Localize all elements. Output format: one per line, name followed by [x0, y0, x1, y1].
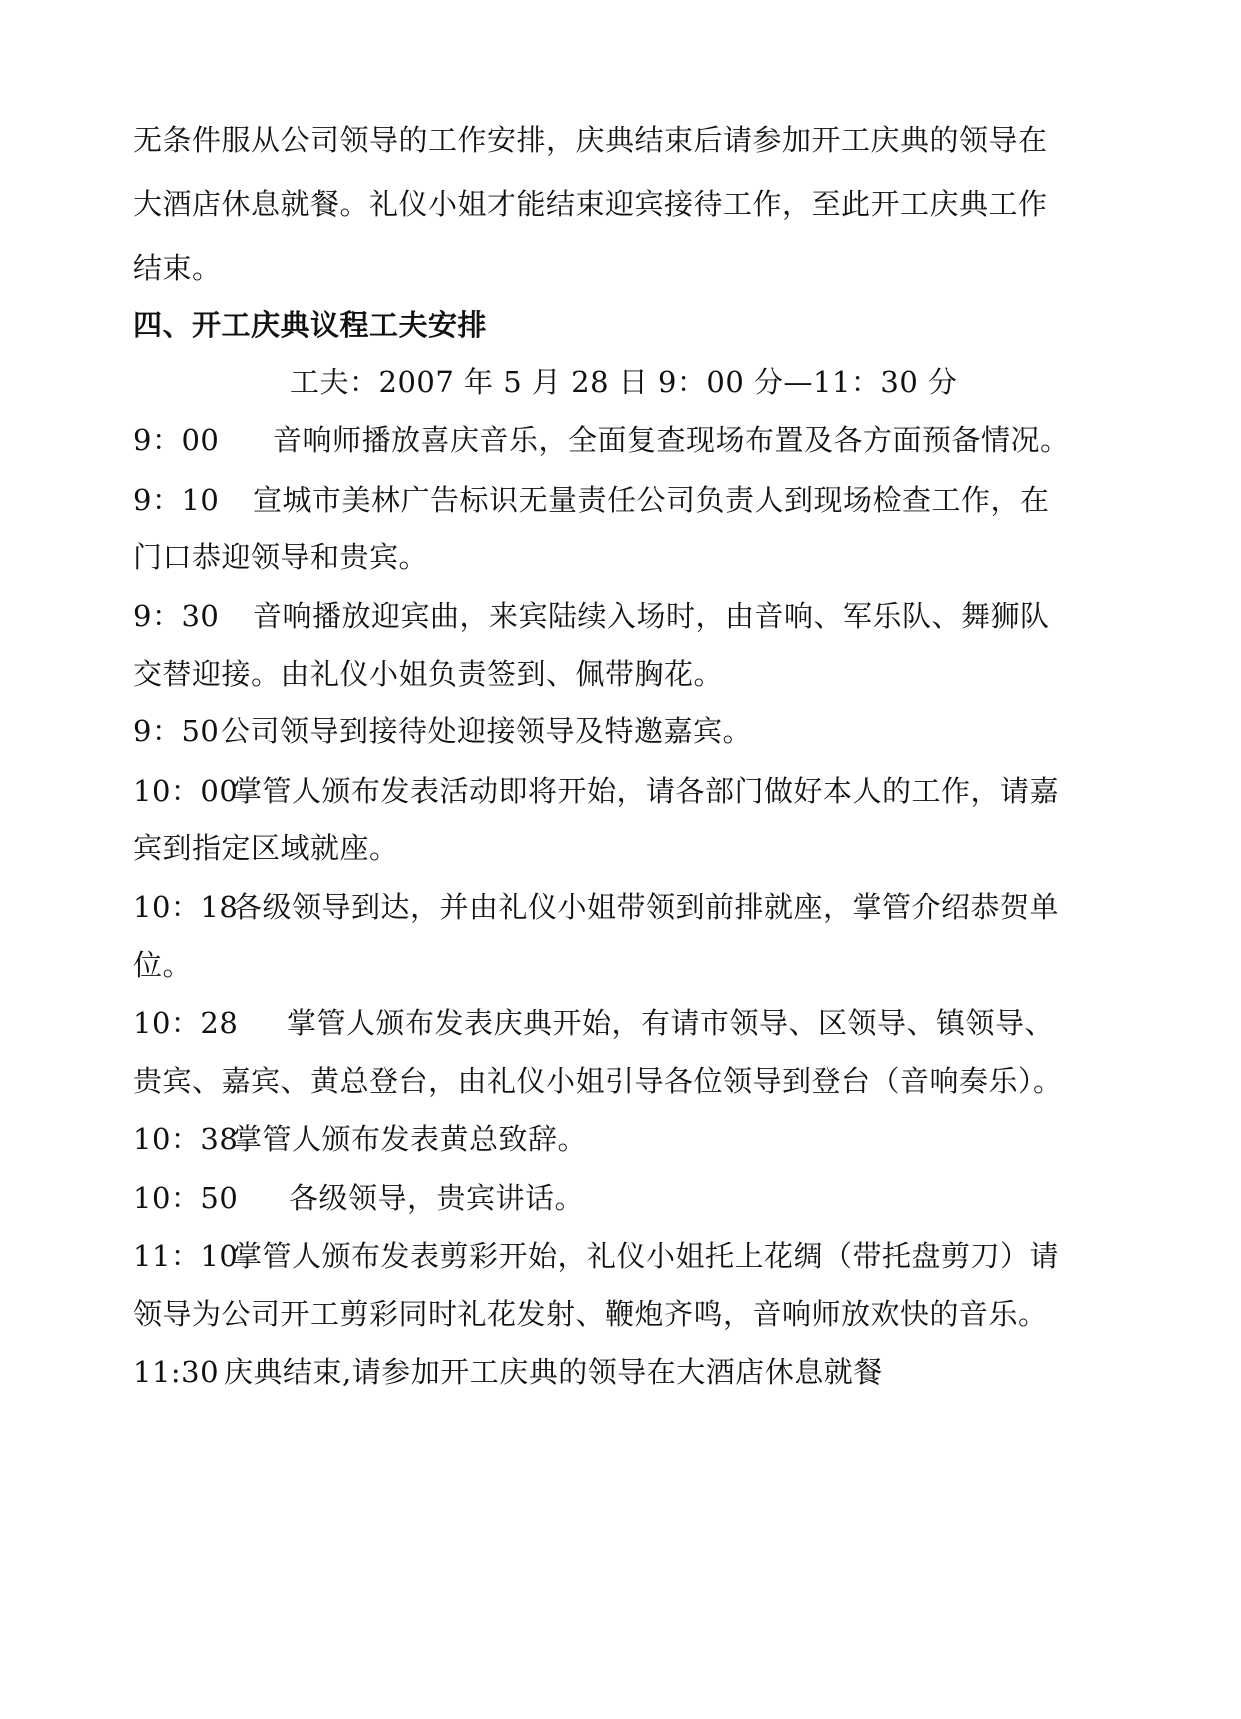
- schedule-line: [133, 420, 1070, 460]
- schedule-text: 音响师播放喜庆音乐，全面复查现场布置及各方面预备情况。: [273, 423, 1070, 457]
- schedule-continuation: 宾到指定区域就座。: [133, 831, 399, 865]
- schedule-time: 9：50: [133, 714, 220, 748]
- intro-line-3: 结束。: [133, 251, 222, 285]
- schedule-text: 公司领导到接待处迎接领导及特邀嘉宾。: [221, 714, 753, 748]
- intro-line-2: 大酒店休息就餐。礼仪小姐才能结束迎宾接待工作，至此开工庆典工作: [133, 187, 1048, 221]
- schedule-continuation: 贵宾、嘉宾、黄总登台，由礼仪小姐引导各位领导到登台（音响奏乐）。: [133, 1064, 1063, 1098]
- schedule-time: 9：30: [133, 599, 220, 633]
- schedule-text: 各级领导，贵宾讲话。: [289, 1181, 585, 1215]
- event-time-line: 工夫：2007 年 5 月 28 日 9：00 分—11：30 分: [290, 365, 958, 399]
- schedule-time: 10：18: [133, 890, 239, 924]
- schedule-time: 10：38: [133, 1122, 239, 1156]
- schedule-line: [133, 1352, 883, 1392]
- schedule-text: 音响播放迎宾曲，来宾陆续入场时，由音响、军乐队、舞狮队: [253, 599, 1050, 633]
- schedule-line: [133, 771, 1059, 811]
- schedule-text: 宣城市美林广告标识无量责任公司负责人到现场检查工作，在: [253, 483, 1050, 517]
- schedule-continuation: 门口恭迎领导和贵宾。: [133, 540, 429, 574]
- intro-line-1: 无条件服从公司领导的工作安排，庆典结束后请参加开工庆典的领导在: [133, 123, 1048, 157]
- schedule-time: 11:30: [133, 1355, 220, 1389]
- schedule-text: 掌管人颁布发表活动即将开始，请各部门做好本人的工作，请嘉: [233, 774, 1060, 808]
- schedule-text: 庆典结束,请参加开工庆典的领导在大酒店休息就餐: [224, 1355, 883, 1389]
- schedule-line: [133, 1003, 1054, 1043]
- schedule-line: [133, 480, 1050, 520]
- schedule-continuation: 位。: [133, 948, 193, 982]
- schedule-line: [133, 1178, 584, 1218]
- schedule-time: 10：28: [133, 1006, 239, 1040]
- schedule-text: 各级领导到达，并由礼仪小姐带领到前排就座，掌管介绍恭贺单: [233, 890, 1060, 924]
- schedule-line: [133, 711, 752, 751]
- schedule-text: 掌管人颁布发表剪彩开始，礼仪小姐托上花绸（带托盘剪刀）请: [233, 1239, 1060, 1273]
- schedule-time: 9：10: [133, 483, 220, 517]
- schedule-line: [133, 887, 1059, 927]
- schedule-continuation: 交替迎接。由礼仪小姐负责签到、佩带胸花。: [133, 657, 724, 691]
- schedule-time: 9：00: [133, 423, 220, 457]
- schedule-line: [133, 1119, 587, 1159]
- schedule-line: [133, 1236, 1059, 1276]
- section-title: 四、开工庆典议程工夫安排: [133, 308, 488, 342]
- schedule-text: 掌管人颁布发表庆典开始，有请市领导、区领导、镇领导、: [287, 1006, 1055, 1040]
- schedule-continuation: 领导为公司开工剪彩同时礼花发射、鞭炮齐鸣，音响师放欢快的音乐。: [133, 1297, 1048, 1331]
- schedule-line: [133, 596, 1050, 636]
- schedule-time: 11：10: [133, 1239, 239, 1273]
- schedule-time: 10：50: [133, 1181, 239, 1215]
- schedule-text: 掌管人颁布发表黄总致辞。: [233, 1122, 588, 1156]
- schedule-time: 10：00: [133, 774, 239, 808]
